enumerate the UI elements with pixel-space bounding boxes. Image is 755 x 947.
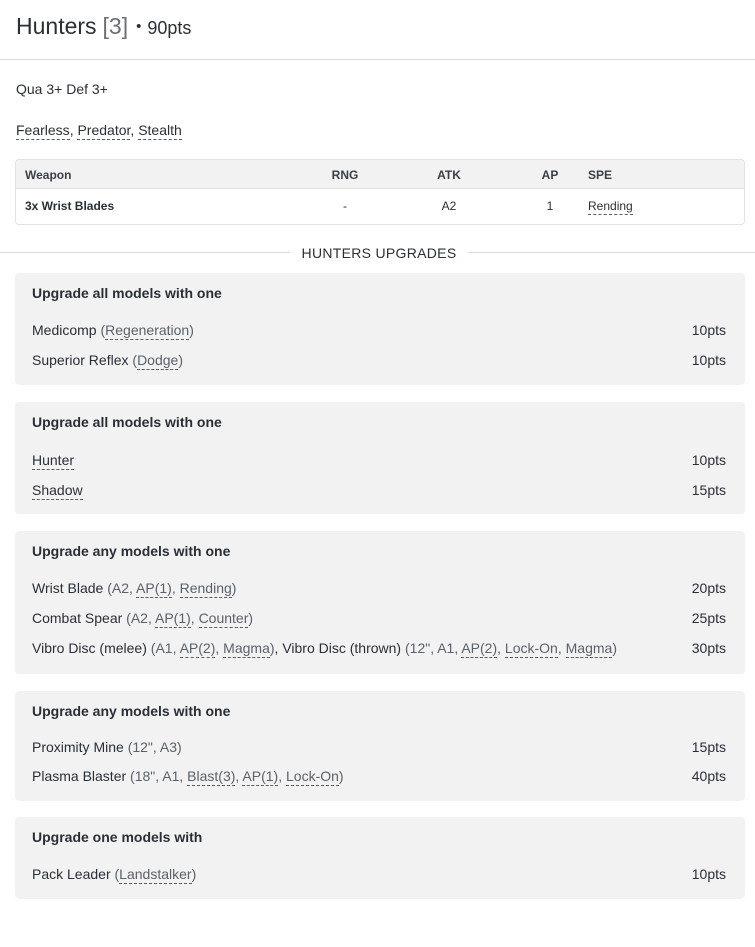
option-cost: 10pts [691, 352, 726, 368]
table-row [16, 189, 744, 225]
weapons-table [15, 159, 745, 225]
rule-predator[interactable]: Predator [77, 122, 131, 138]
upgrade-group-3 [15, 531, 745, 674]
header-atk: ATK [437, 168, 461, 182]
rule-ap[interactable]: AP(2) [461, 640, 498, 656]
upgrade-option-vibro-disc[interactable]: Vibro Disc (melee) (A1, AP(2), Magma), Vibro Disc (thrown) (12", A1, AP(2), Lock-On, Magma) 30pts [32, 640, 726, 656]
group-title: Upgrade any models with one [32, 703, 231, 719]
rule-stealth[interactable]: Stealth [138, 122, 182, 138]
weapons-table-header [16, 160, 744, 189]
rule-rending[interactable]: Rending [179, 580, 232, 596]
option-stats-2: 12", A1, [409, 640, 462, 656]
rule-rending[interactable]: Rending [588, 199, 633, 213]
option-cost: 10pts [691, 322, 726, 338]
rule-regeneration[interactable]: Regeneration [105, 322, 190, 338]
header-weapon: Weapon [25, 168, 72, 182]
option-cost: 20pts [691, 580, 726, 596]
option-name-2: Vibro Disc (thrown) [282, 640, 402, 656]
option-stats: A2, [130, 610, 155, 626]
upgrade-group-2 [15, 402, 745, 514]
rule-ap[interactable]: AP(1) [154, 610, 191, 626]
upgrade-option-pack-leader[interactable]: Pack Leader (Landstalker) 10pts [32, 866, 726, 882]
rule-dodge[interactable]: Dodge [137, 352, 179, 368]
rule-lock-on[interactable]: Lock-On [504, 640, 558, 656]
upgrade-group-5 [15, 817, 745, 899]
option-cost: 15pts [691, 739, 726, 755]
rule-lock-on[interactable]: Lock-On [286, 768, 339, 784]
unit-quality: Qua 3+ Def 3+ [16, 81, 108, 97]
option-cost: 10pts [691, 866, 726, 882]
option-cost: 10pts [691, 452, 726, 468]
option-cost: 30pts [691, 640, 726, 656]
divider-line-left [0, 252, 290, 253]
upgrade-option-plasma-blaster[interactable]: Plasma Blaster (18", A1, Blast(3), AP(1), Lock-On) 40pts [32, 768, 726, 784]
upgrade-option-medicomp[interactable]: Medicomp (Regeneration) 10pts [32, 322, 726, 338]
separator-dot: • [136, 18, 142, 35]
upgrade-option-proximity-mine[interactable]: Proximity Mine (12", A3) 15pts [32, 739, 726, 755]
special-rules: Fearless, Predator, Stealth [16, 122, 182, 138]
weapon-atk: A2 [441, 199, 457, 213]
header-rng: RNG [331, 168, 359, 182]
group-title: Upgrade one models with [32, 829, 203, 845]
upgrade-option-hunter[interactable] [32, 452, 726, 474]
rule-magma[interactable]: Magma [223, 640, 270, 656]
rule-counter[interactable]: Counter [198, 610, 249, 626]
upgrade-option-shadow[interactable] [32, 482, 726, 504]
rule-fearless[interactable]: Fearless [16, 122, 70, 138]
unit-points: 90pts [147, 18, 192, 38]
divider-line-right [468, 252, 755, 253]
upgrade-option-wrist-blade[interactable]: Wrist Blade (A2, AP(1), Rending) 20pts [32, 580, 726, 596]
header-spe: SPE [588, 168, 613, 182]
option-name: Vibro Disc (melee) [32, 640, 147, 656]
rule-hunter[interactable]: Hunter [32, 452, 75, 468]
upgrades-divider [0, 243, 755, 263]
upgrades-title: HUNTERS UPGRADES [301, 245, 457, 261]
option-name: Medicomp [32, 322, 97, 338]
rule-landstalker[interactable]: Landstalker [119, 866, 192, 882]
upgrade-group-1 [15, 273, 745, 385]
rule-magma[interactable]: Magma [565, 640, 613, 656]
group-title: Upgrade all models with one [32, 285, 222, 301]
option-stats: A2, [111, 580, 137, 596]
unit-title [16, 13, 191, 40]
option-stats: A1, [155, 640, 180, 656]
option-name: Pack Leader [32, 866, 111, 882]
header-ap: AP [541, 168, 559, 182]
option-name: Plasma Blaster [32, 768, 127, 784]
option-name: Wrist Blade [32, 580, 104, 596]
group-title: Upgrade all models with one [32, 414, 222, 430]
option-cost: 40pts [691, 768, 726, 784]
group-title: Upgrade any models with one [32, 543, 231, 559]
weapon-spe [588, 199, 633, 213]
rule-blast[interactable]: Blast(3) [187, 768, 236, 784]
weapon-ap: 1 [546, 199, 554, 213]
option-name: Superior Reflex [32, 352, 129, 368]
unit-size: [3] [102, 13, 129, 39]
upgrade-option-combat-spear[interactable]: Combat Spear (A2, AP(1), Counter) 25pts [32, 610, 726, 626]
upgrade-option-superior-reflex[interactable]: Superior Reflex (Dodge) 10pts [32, 352, 726, 368]
option-name: Proximity Mine [32, 739, 124, 755]
option-stats: 18", A1, [134, 768, 188, 784]
rule-ap[interactable]: AP(2) [179, 640, 216, 656]
option-cost: 15pts [691, 482, 726, 498]
option-cost: 25pts [691, 610, 726, 626]
rule-ap[interactable]: AP(1) [242, 768, 279, 784]
unit-name: Hunters [16, 13, 97, 39]
unit-header [0, 0, 755, 60]
option-name: Combat Spear [32, 610, 123, 626]
option-stats: 12", A3 [132, 739, 178, 755]
rule-shadow[interactable]: Shadow [32, 482, 83, 498]
weapon-name: 3x Wrist Blades [25, 199, 115, 213]
weapon-rng: - [343, 199, 347, 213]
upgrade-group-4 [15, 691, 745, 801]
rule-ap[interactable]: AP(1) [136, 580, 172, 596]
